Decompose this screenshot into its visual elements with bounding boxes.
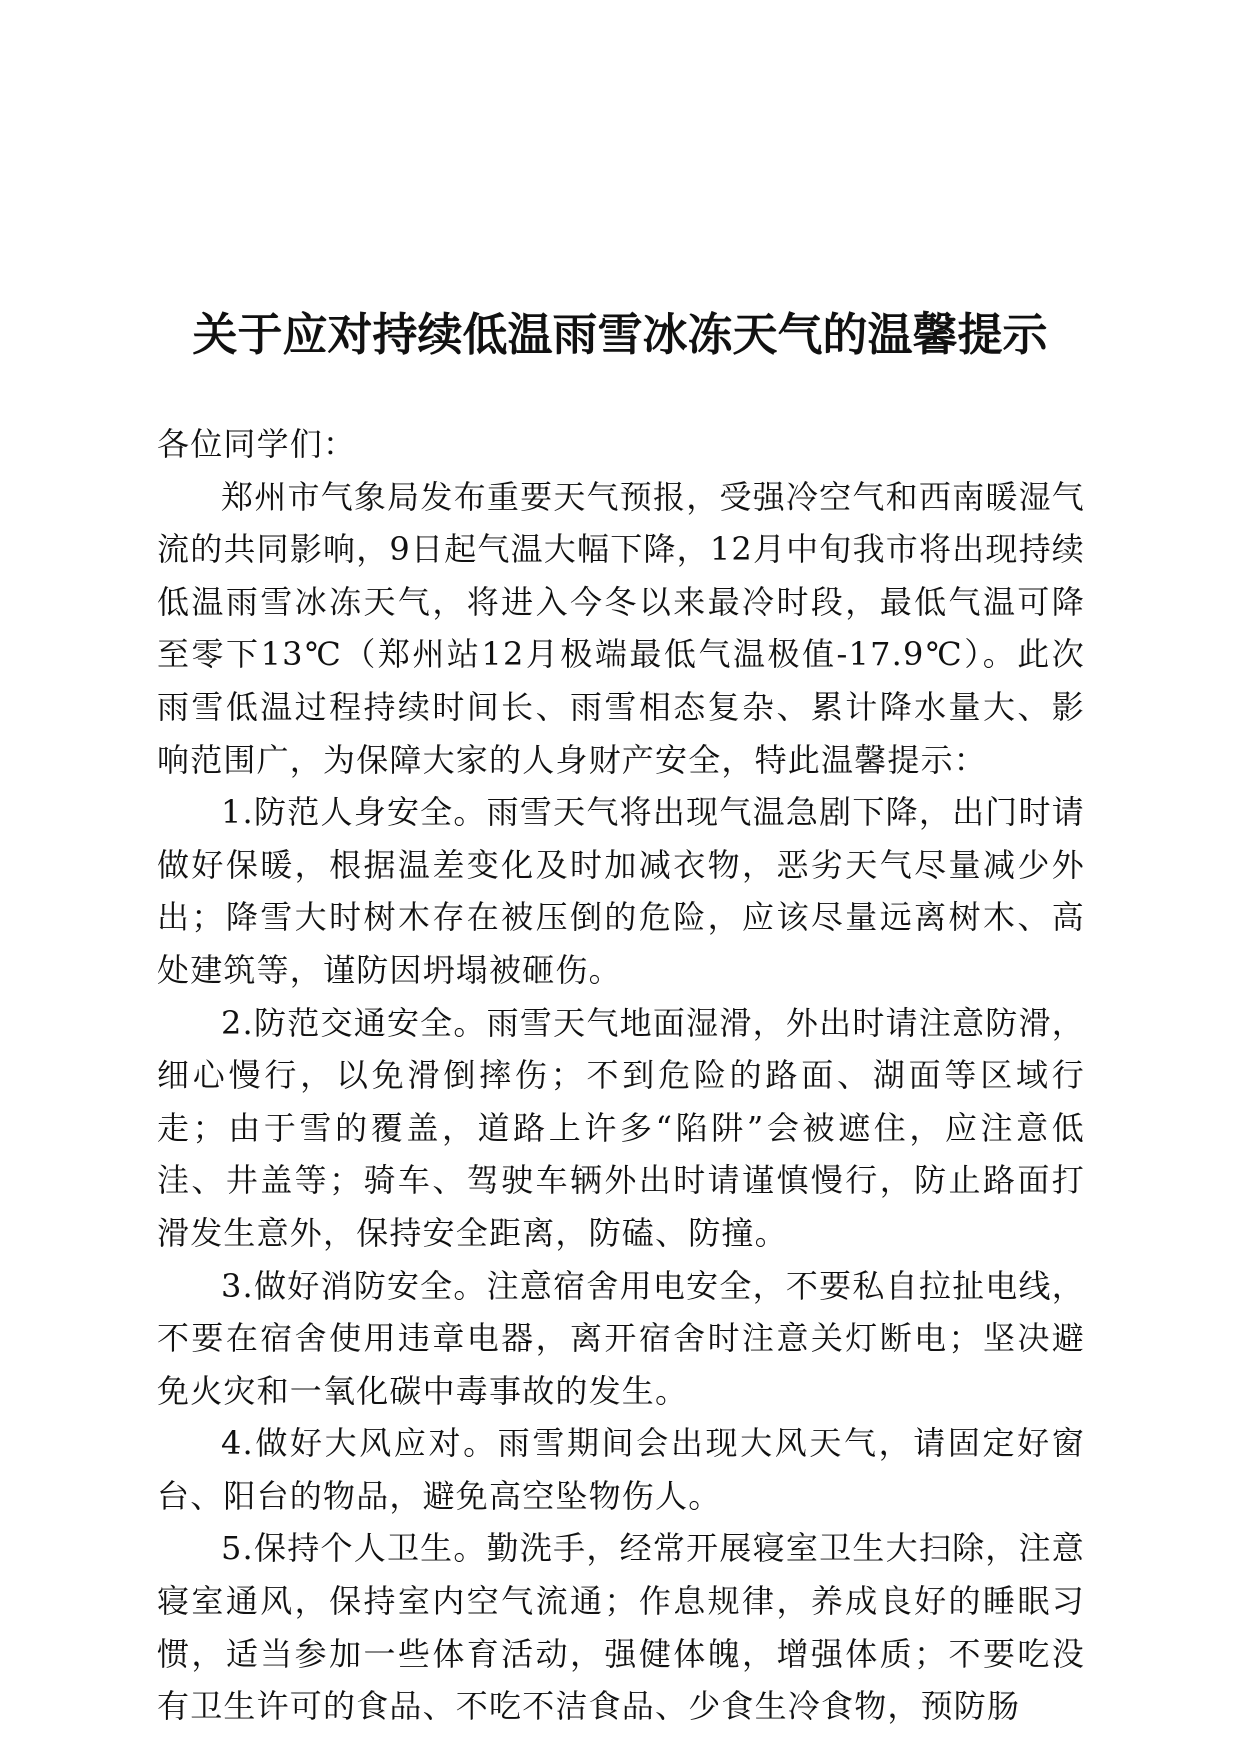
paragraph-wind-response: 4.做好大风应对。雨雪期间会出现大风天气，请固定好窗台、阳台的物品，避免高空坠物伤人。 [157, 1424, 1085, 1515]
paragraph-personal-safety: 1.防范人身安全。雨雪天气将出现气温急剧下降，出门时请做好保暖，根据温差变化及时加减衣物，恶劣天气尽量减少外出；降雪大时树木存在被压倒的危险，应该尽量远离树木、高处建筑等，谨防因坍塌被砸伤。 [157, 793, 1085, 989]
paragraph-intro: 郑州市气象局发布重要天气预报，受强冷空气和西南暖湿气流的共同影响，9日起气温大幅下降，12月中旬我市将出现持续低温雨雪冰冻天气，将进入今冬以来最冷时段，最低气温可降至零下13℃（郑州站12月极端最低气温极值-17.9℃）。此次雨雪低温过程持续时间长、雨雪相态复杂、累计降水量大、影响范围广，为保障大家的人身财产安全，特此温馨提示： [157, 477, 1085, 779]
salutation: 各位同学们： [157, 425, 357, 463]
document-title: 关于应对持续低温雨雪冰冻天气的温馨提示 [192, 308, 1048, 361]
document-body [157, 418, 1085, 1733]
paragraph-personal-hygiene: 5.保持个人卫生。勤洗手，经常开展寝室卫生大扫除，注意寝室通风，保持室内空气流通；作息规律，养成良好的睡眠习惯，适当参加一些体育活动，强健体魄，增强体质；不要吃没有卫生许可的食品、不吃不洁食品、少食生冷食物，预防肠 [157, 1529, 1085, 1726]
paragraph-traffic-safety: 2.防范交通安全。雨雪天气地面湿滑，外出时请注意防滑，细心慢行，以免滑倒摔伤；不到危险的路面、湖面等区域行走；由于雪的覆盖，道路上许多“陷阱”会被遮住，应注意低洼、井盖等；骑车、驾驶车辆外出时请谨慎慢行，防止路面打滑发生意外，保持安全距离，防磕、防撞。 [157, 1003, 1085, 1252]
paragraph-fire-safety: 3.做好消防安全。注意宿舍用电安全，不要私自拉扯电线，不要在宿舍使用违章电器，离开宿舍时注意关灯断电；坚决避免火灾和一氧化碳中毒事故的发生。 [157, 1266, 1085, 1410]
